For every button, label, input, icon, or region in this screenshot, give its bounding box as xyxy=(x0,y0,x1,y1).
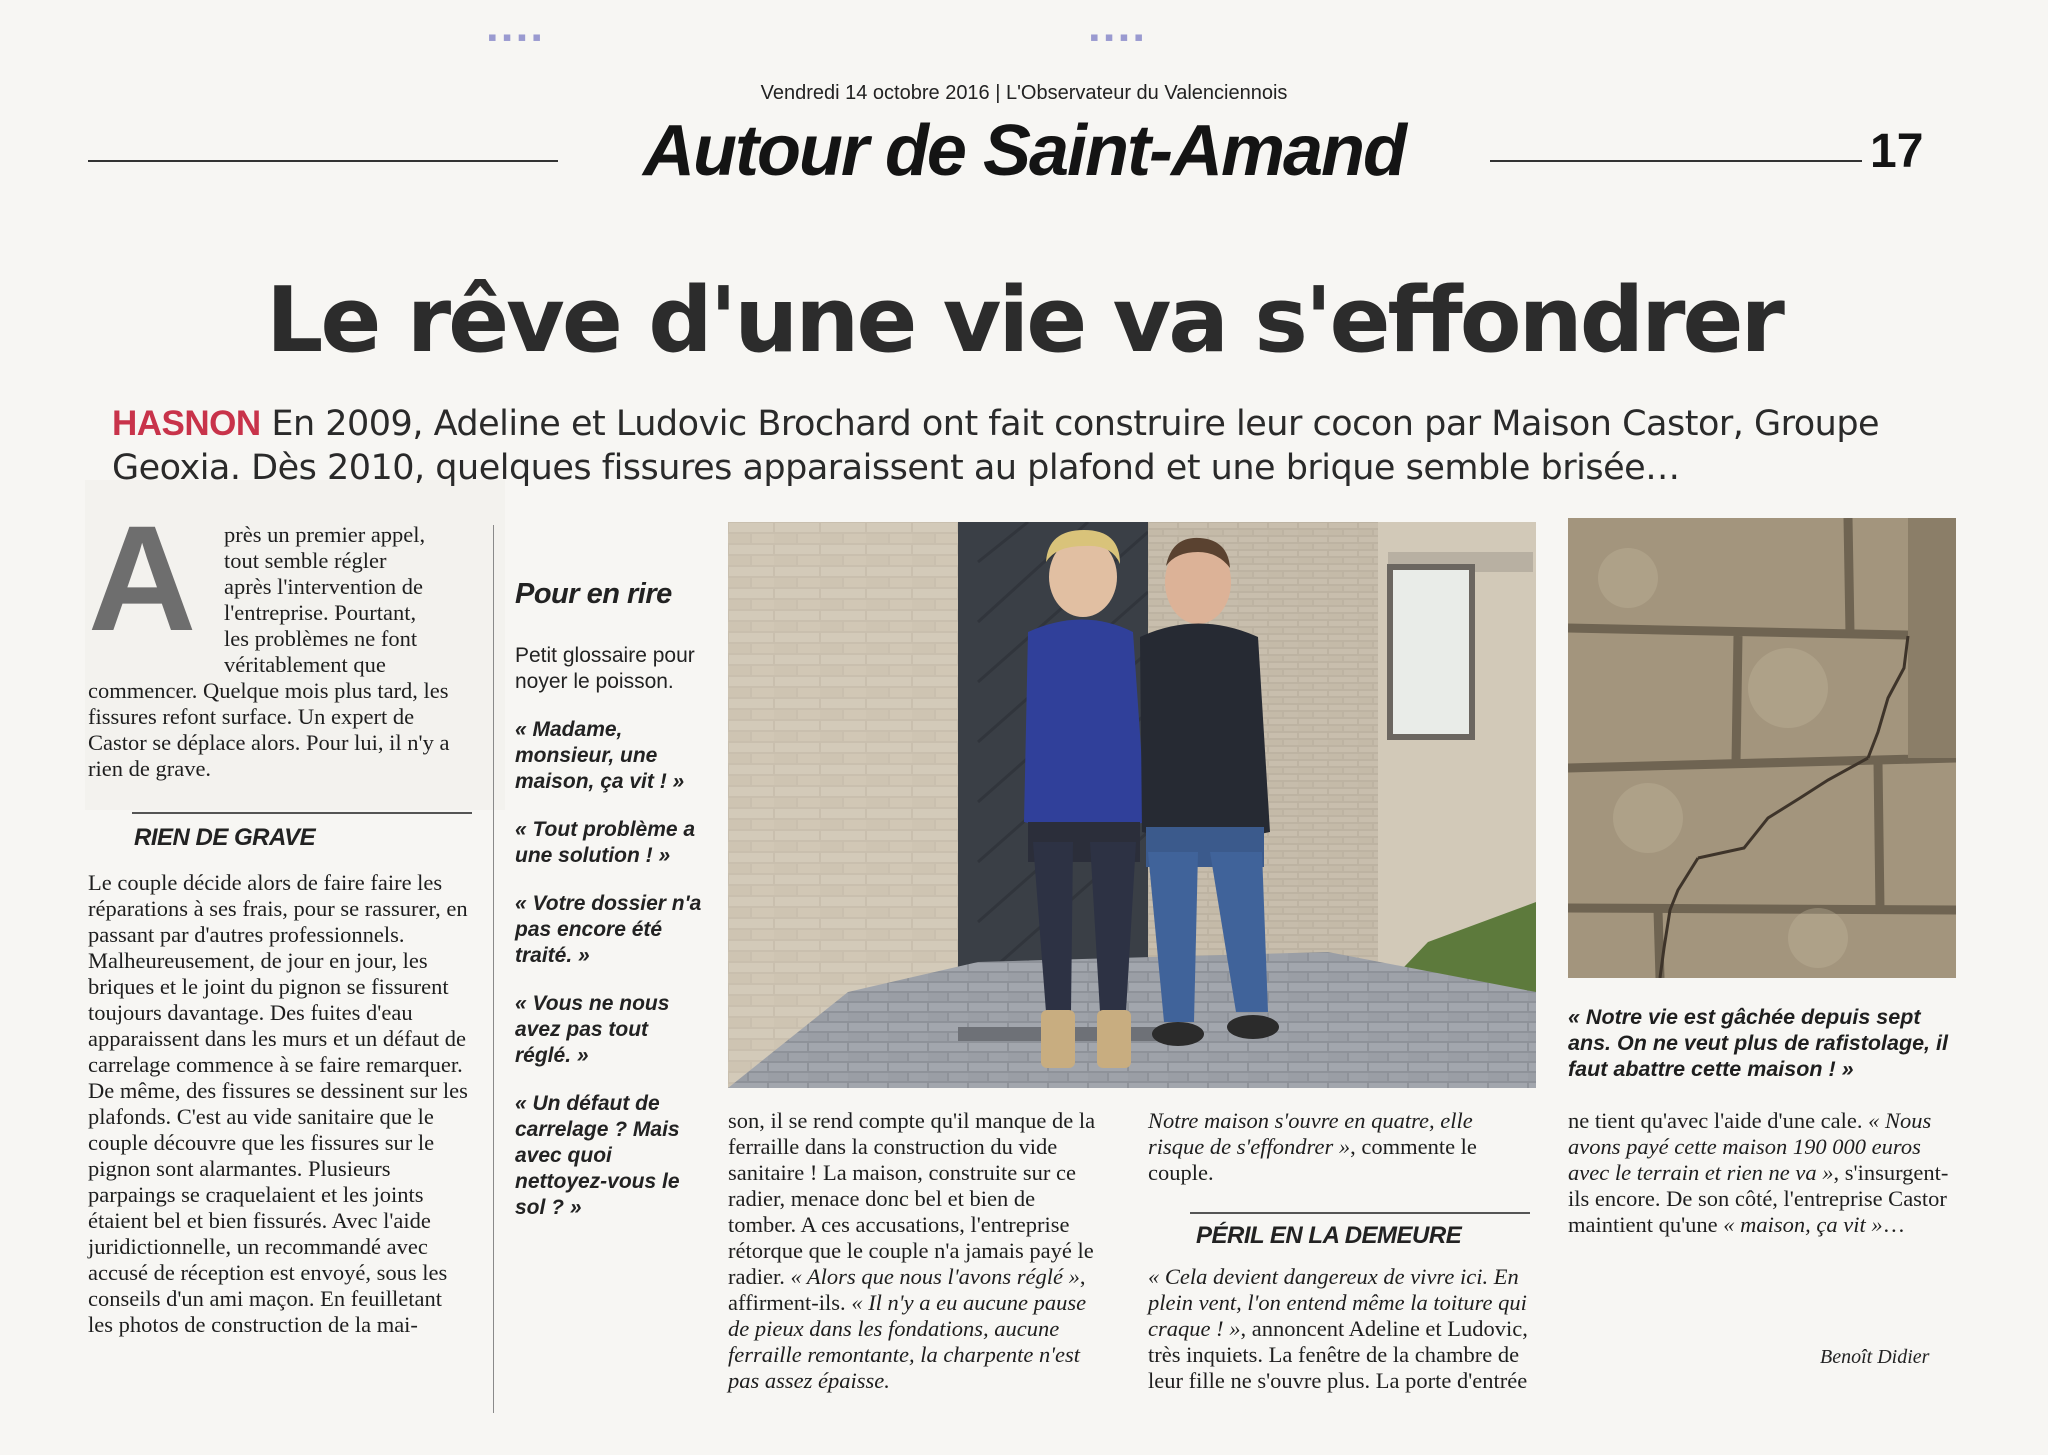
column-5 xyxy=(1568,1108,1952,1238)
column-1-intro xyxy=(224,522,474,678)
column-3 xyxy=(728,1108,1102,1394)
registration-marks-center: ▪▪▪▪ xyxy=(1090,30,1150,45)
dateline: Vendredi 14 octobre 2016 | L'Observateur du Valenciennois xyxy=(760,82,1288,104)
column-1-intro-rest: commencer. Quelque mois plus tard, les fissures refont surface. Un expert de Castor se déplace alors. Pour lui, il n'y a rien de grave. xyxy=(88,678,450,781)
intro-line: après l'intervention de xyxy=(224,574,423,599)
sidebar-quote: « Vous ne nous avez pas tout réglé. » xyxy=(515,992,670,1067)
standfirst xyxy=(112,402,1942,490)
quote: « Alors que nous l'avons réglé » xyxy=(790,1264,1080,1289)
intro-line: l'entreprise. Pourtant, xyxy=(224,600,417,625)
couple-photo xyxy=(728,522,1536,1088)
column-rule xyxy=(493,525,494,1413)
subhead-peril: PÉRIL EN LA DEMEURE xyxy=(1196,1222,1462,1249)
column-4-text: , annoncent Adeline et Ludovic, très inquiets. La fenêtre de la chambre de leur fille ne s'ouvre plus. La porte d'entrée xyxy=(1148,1316,1528,1393)
column-4 xyxy=(1148,1108,1528,1186)
sidebar-intro: Petit glossaire pour noyer le poisson. xyxy=(515,644,695,693)
photo-caption: « Notre vie est gâchée depuis sept ans. On ne veut plus de rafistolage, il faut abattre cette maison ! » xyxy=(1568,1005,1948,1081)
sidebar-quote: « Votre dossier n'a pas encore été traité. » xyxy=(515,892,702,967)
quote: « Nous avons payé cette maison 190 000 euros avec le terrain et rien ne va » xyxy=(1568,1108,1932,1185)
sidebar-glossary xyxy=(515,578,705,1243)
cracked-wall-illustration xyxy=(1568,518,1956,978)
column-5-text: … xyxy=(1882,1212,1906,1237)
column-3-text: son, il se rend compte qu'il manque de la ferraille dans la construction du vide sanitaire ! La maison, construite sur ce radier, menace donc bel et bien de tomber. A ces accusations, l'entreprise rétorque que le couple n'a jamais payé le radier. xyxy=(728,1108,1096,1289)
column-1-body: Le couple décide alors de faire faire les réparations à ses frais, pour se rassurer, en passant par d'autres professionnels. Malheureusement, de jour en jour, les briques et le joint du pignon se fissurent toujours davantage. Des fuites d'eau apparaissent dans les murs et un défaut de carrelage commence à se faire remarquer. De même, des fissures se dessinent sur les plafonds. C'est au vide sanitaire que le couple découvre que les fissures sur le pignon sont alarmantes. Plusieurs parpaings se craquelaient et les joints étaient bel et bien fissurés. Avec l'aide juridictionnelle, un recommandé avec accusé de réception est envoyé, sous les conseils d'un ami maçon. En feuilletant les photos de construction de la mai- xyxy=(88,870,468,1337)
column-4-lead xyxy=(1148,1108,1528,1186)
column-3-text: , affirment-ils. xyxy=(728,1264,1086,1315)
quote: Notre maison s'ouvre en quatre, elle risque de s'effondrer » xyxy=(1148,1108,1473,1159)
registration-marks-left: ▪▪▪▪ xyxy=(488,30,548,45)
couple-photo-illustration xyxy=(728,522,1536,1088)
intro-line: véritablement que xyxy=(224,652,386,677)
column-4-text: , commente le couple. xyxy=(1148,1134,1477,1185)
page-number: 17 xyxy=(1870,125,1924,178)
quote: « maison, ça vit » xyxy=(1723,1212,1883,1237)
author-credit: Benoît Didier xyxy=(1820,1346,1930,1368)
subhead-rule xyxy=(132,812,472,814)
intro-line: tout semble régler xyxy=(224,548,387,573)
column-5-text: ne tient qu'avec l'aide d'une cale. xyxy=(1568,1108,1869,1133)
subhead-rule xyxy=(1190,1212,1530,1214)
header-rule-right xyxy=(1490,160,1862,162)
quote: « Il n'y a eu aucune pause de pieux dans les fondations, aucune ferraille remontante, la charpente n'est pas assez épaisse. xyxy=(728,1290,1087,1393)
headline: Le rêve d'une vie va s'effondrer xyxy=(266,268,1782,373)
intro-line: près un premier appel, xyxy=(224,522,426,547)
drop-cap: A xyxy=(88,494,197,662)
intro-line: les problèmes ne font xyxy=(224,626,418,651)
column-5-text: , s'insurgent-ils encore. De son côté, l'entreprise Castor maintient qu'une xyxy=(1568,1160,1949,1237)
sidebar-quote: « Tout problème a une solution ! » xyxy=(515,818,696,867)
place-label: HASNON xyxy=(112,404,261,443)
quote: « Cela devient dangereux de vivre ici. En plein vent, l'on entend même la toiture qui craque ! » xyxy=(1148,1264,1527,1341)
standfirst-text: En 2009, Adeline et Ludovic Brochard ont fait construire leur cocon par Maison Castor, Groupe Geoxia. Dès 2010, quelques fissures apparaissent au plafond et une brique semble brisée… xyxy=(112,404,1880,488)
column-4-body xyxy=(1148,1264,1528,1394)
sidebar-title: Pour en rire xyxy=(515,578,672,610)
cracked-wall-photo xyxy=(1568,518,1956,978)
section-title: Autour de Saint-Amand xyxy=(643,111,1405,191)
sidebar-quote: « Madame, monsieur, une maison, ça vit ! » xyxy=(515,718,685,793)
sidebar-quote: « Un défaut de carrelage ? Mais avec quoi nettoyez-vous le sol ? » xyxy=(515,1092,680,1219)
subhead-rien-de-grave: RIEN DE GRAVE xyxy=(134,824,316,851)
